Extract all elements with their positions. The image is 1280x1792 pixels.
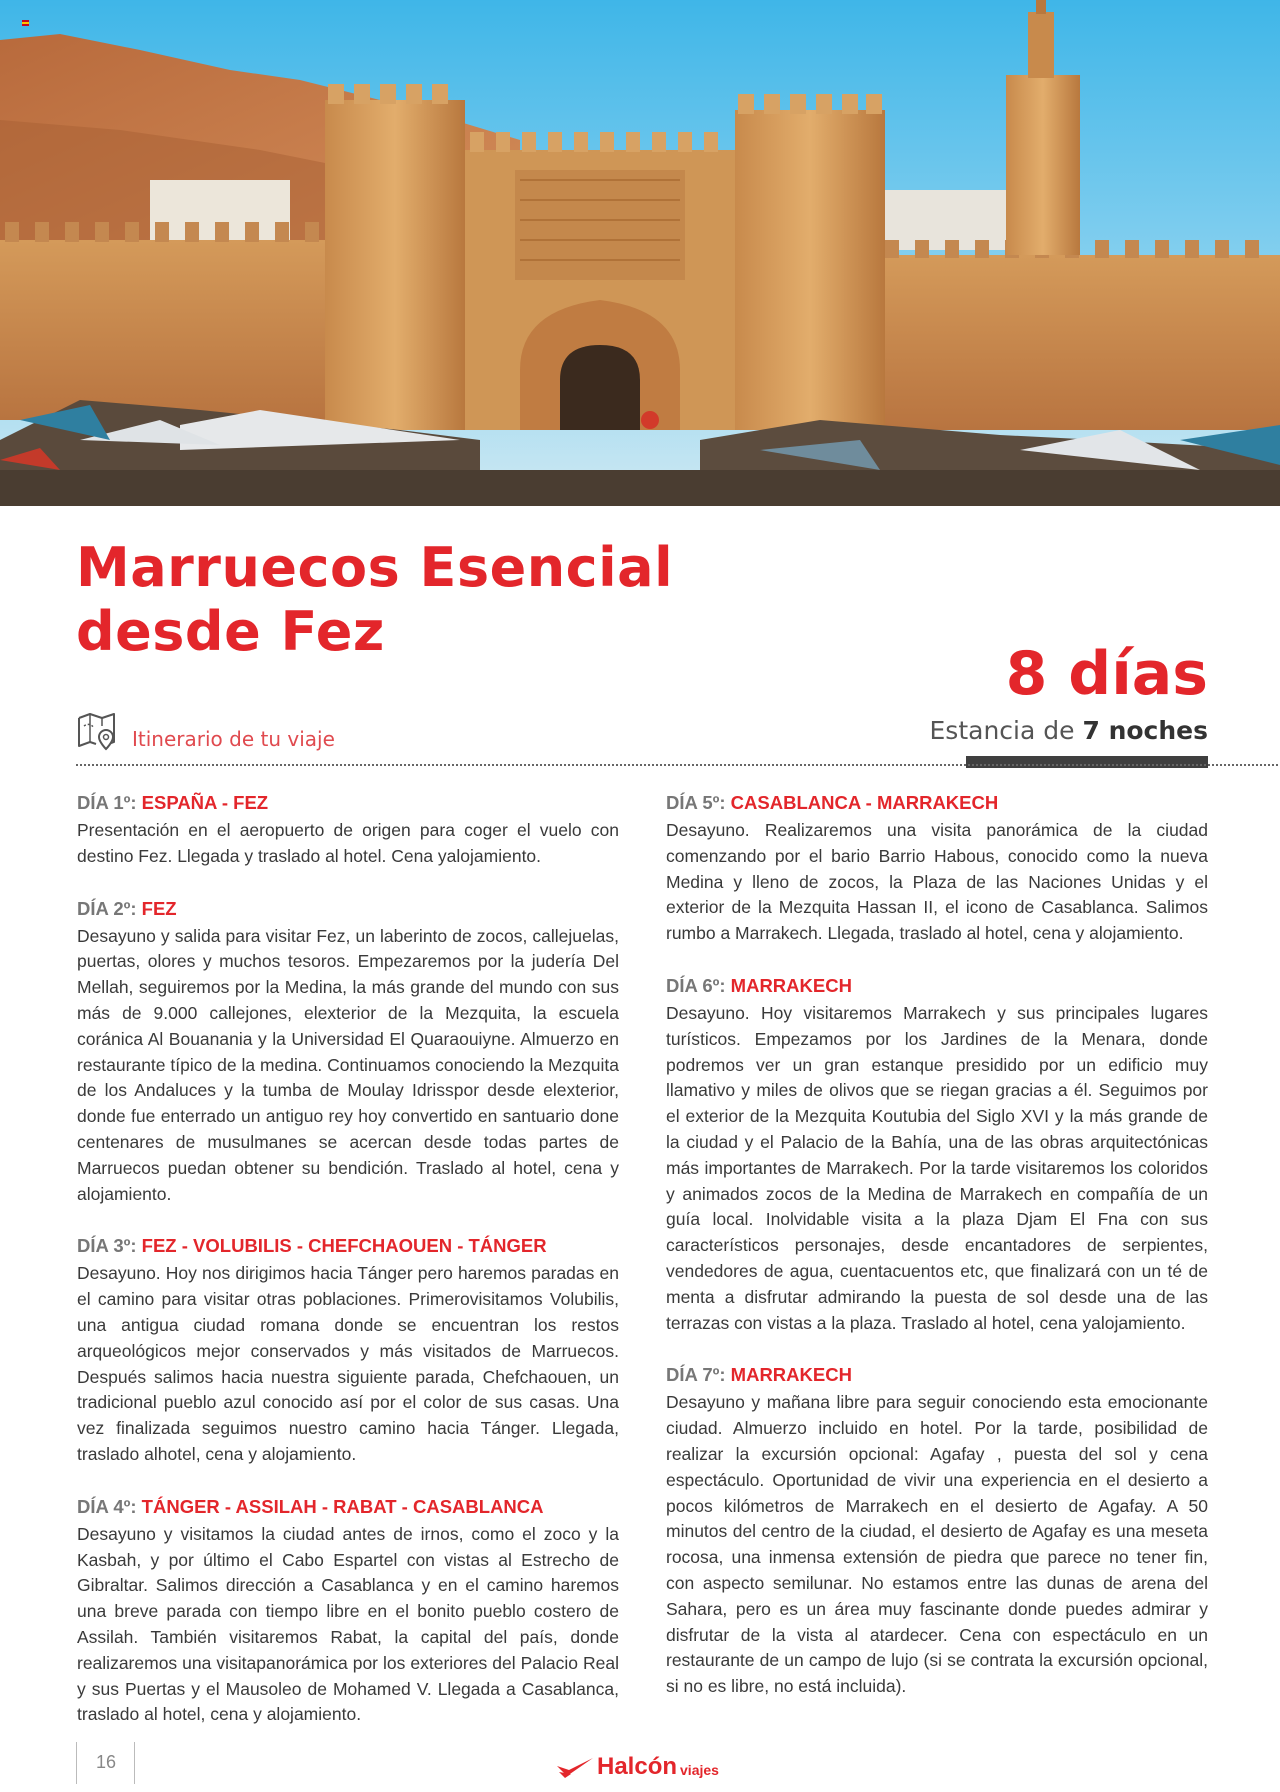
flag-icon [22,20,29,26]
stay-prefix: Estancia de [929,716,1083,745]
footer-rule [76,1742,77,1784]
day-heading [666,1362,1208,1388]
page-title [76,536,776,664]
stay-nights: 7 noches [1082,716,1208,745]
day-number: DÍA 7º: [666,1364,731,1386]
brand-sub: viajes [680,1762,719,1778]
day-description: Desayuno. Hoy visitaremos Marrakech y sus principales lugares turísticos. Empezamos por los Jardines de la Menara, donde podremos ver un gran estanque presidido por un edificio muy llamativo y miles de olivos que se riegan gracias a él. Seguimos por el exterior de la Mezquita Koutubia del Siglo XVI y la más grande de la ciudad y el Palacio de la Bahía, una de las obras arquitectónicas más importantes de Marrakech. Por la tarde visitaremos los coloridos y animados zocos de la Medina de Marrakech en compañía de un guía local. Inolvidable visita a la plaza Djam El Fna con sus característicos personajes, desde encantadores de serpientes, vendedores de agua, cuentacuentos etc, que finalizará con un té de menta a disfrutar admirando la puesta de sol desde una de las terrazas con vistas a la plaza. Traslado al hotel, cena yalojamiento. [666,1002,1208,1333]
stay-underline [966,756,1208,768]
itinerary-heading [76,710,335,754]
day-route: FEZ [141,897,177,919]
day-entry [77,896,619,1208]
day-route: ESPAÑA - FEZ [141,792,269,813]
brand-name: Halcón [597,1753,678,1780]
day-entry [77,1494,619,1728]
title-line-2: desde Fez [76,600,385,663]
day-entry [666,1362,1208,1700]
duration-days: 8 días [1005,639,1208,709]
day-heading [666,973,1208,999]
day-number: DÍA 3º: [77,1235,142,1257]
duration-stay [930,716,1208,745]
day-entry [77,790,619,870]
day-entry [666,973,1208,1336]
day-number: DÍA 2º: [77,897,142,919]
day-description: Desayuno y mañana libre para seguir conociendo esta emocionante ciudad. Almuerzo incluido en hotel. Por la tarde, posibilidad de realizar la excursión opcional: Agafay , puesta del sol y cena espectáculo. Oportunidad de vivir una experiencia en el desierto a pocos kilómetros de Marrakech en el desierto de Agafay. A 50 minutos del centro de la ciudad, el desierto de Agafay es una meseta rocosa, una inmensa extensión de piedra que parece no tener fin, con aspecto semilunar. No estamos entre las dunas de arena del Sahara, pero es un área muy fascinante donde puedes admirar y disfrutar de la vista al atardecer. Cena con espectáculo en un restaurante de un campo de lujo (si se contrata la excursión opcional, si no es libre, no está incluida). [666,1392,1208,1697]
day-route: CASABLANCA - MARRAKECH [730,792,999,813]
day-heading [77,896,619,922]
day-number: DÍA 5º: [666,792,731,813]
day-description: Presentación en el aeropuerto de origen para coger el vuelo con destino Fez. Llegada y traslado al hotel. Cena yalojamiento. [77,820,619,866]
day-number: DÍA 6º: [666,974,731,996]
map-pin-icon [76,710,120,754]
day-description: Desayuno y salida para visitar Fez, un laberinto de zocos, callejuelas, puertas, olores y muchos tesoros. Empezaremos por la judería Del Mellah, seguiremos por la Medina, la más grande del mundo con sus más de 9.000 callejones, elexterior de la Mezquita, la escuela coránica Al Bouanania y la Universidad El Quaraouiyne. Almuerzo en restaurante típico de la medina. Continuamos conociendo la Mezquita de los Andaluces y la tumba de Moulay Idrisspor desde elexterior, donde fue enterrado un antiguo rey hoy convertido en santuario done centenares de musulmanes se acercan desde todas partes de Marruecos puedan obtener su bendición. Traslado al hotel, cena y alojamiento. [77,925,619,1204]
day-route: MARRAKECH [730,974,852,996]
hero-image [0,0,1280,506]
day-number: DÍA 1º: [77,792,142,813]
day-entry [77,1233,619,1467]
title-line-1: Marruecos Esencial [76,536,674,599]
check-logo-icon [555,1756,595,1780]
itinerary-column-left [77,790,619,1754]
itinerary-label: Itinerario de tu viaje [132,727,335,751]
day-number: DÍA 4º: [77,1495,142,1517]
day-description: Desayuno. Hoy nos dirigimos hacia Tánger pero haremos paradas en el camino para visitar otras poblaciones. Primerovisitamos Volubilis, una antigua ciudad romana donde se encuentran los restos arqueológicos mejor conservados y más visitados de Marruecos. Después salimos hacia nuestra siguiente parada, Chefchaouen, un tradicional pueblo azul conocido así por el color de sus casas. Una vez finalizada seguimos nuestro camino hacia Tánger. Llegada, traslado alhotel, cena y alojamiento. [77,1263,619,1464]
day-heading [77,1494,619,1520]
day-description: Desayuno y visitamos la ciudad antes de irnos, como el zoco y la Kasbah, y por último el Cabo Espartel con vistas al Estrecho de Gibraltar. Salimos dirección a Casablanca y en el camino haremos una breve parada con tiempo libre en el bonito pueblo costero de Assilah. También visitaremos Rabat, la capital del país, donde realizaremos una visitapanorámica por los exteriores del Palacio Real y sus Puertas y el Mausoleo de Mohamed V. Llegada a Casablanca, traslado al hotel, cena y alojamiento. [77,1523,619,1725]
day-route: TÁNGER - ASSILAH - RABAT - CASABLANCA [141,1495,544,1517]
day-heading [77,1233,619,1259]
page-number: 16 [96,1752,117,1772]
itinerary-column-right [666,790,1208,1726]
day-route: MARRAKECH [730,1364,852,1386]
halcon-logo [555,1754,719,1780]
footer-rule [134,1742,135,1784]
day-route: FEZ - VOLUBILIS - CHEFCHAOUEN - TÁNGER [141,1235,547,1257]
divider [76,764,1278,766]
day-heading [666,790,1208,816]
day-entry [666,790,1208,947]
day-heading [77,790,619,816]
day-description: Desayuno. Realizaremos una visita panorámica de la ciudad comenzando por el bario Barrio Habous, conocido como la nueva Medina y lleno de zocos, la Plaza de las Naciones Unidas y el exterior de la Mezquita Hassan II, el icono de Casablanca. Salimos rumbo a Marrakech. Llegada, traslado al hotel, cena y alojamiento. [666,820,1208,944]
